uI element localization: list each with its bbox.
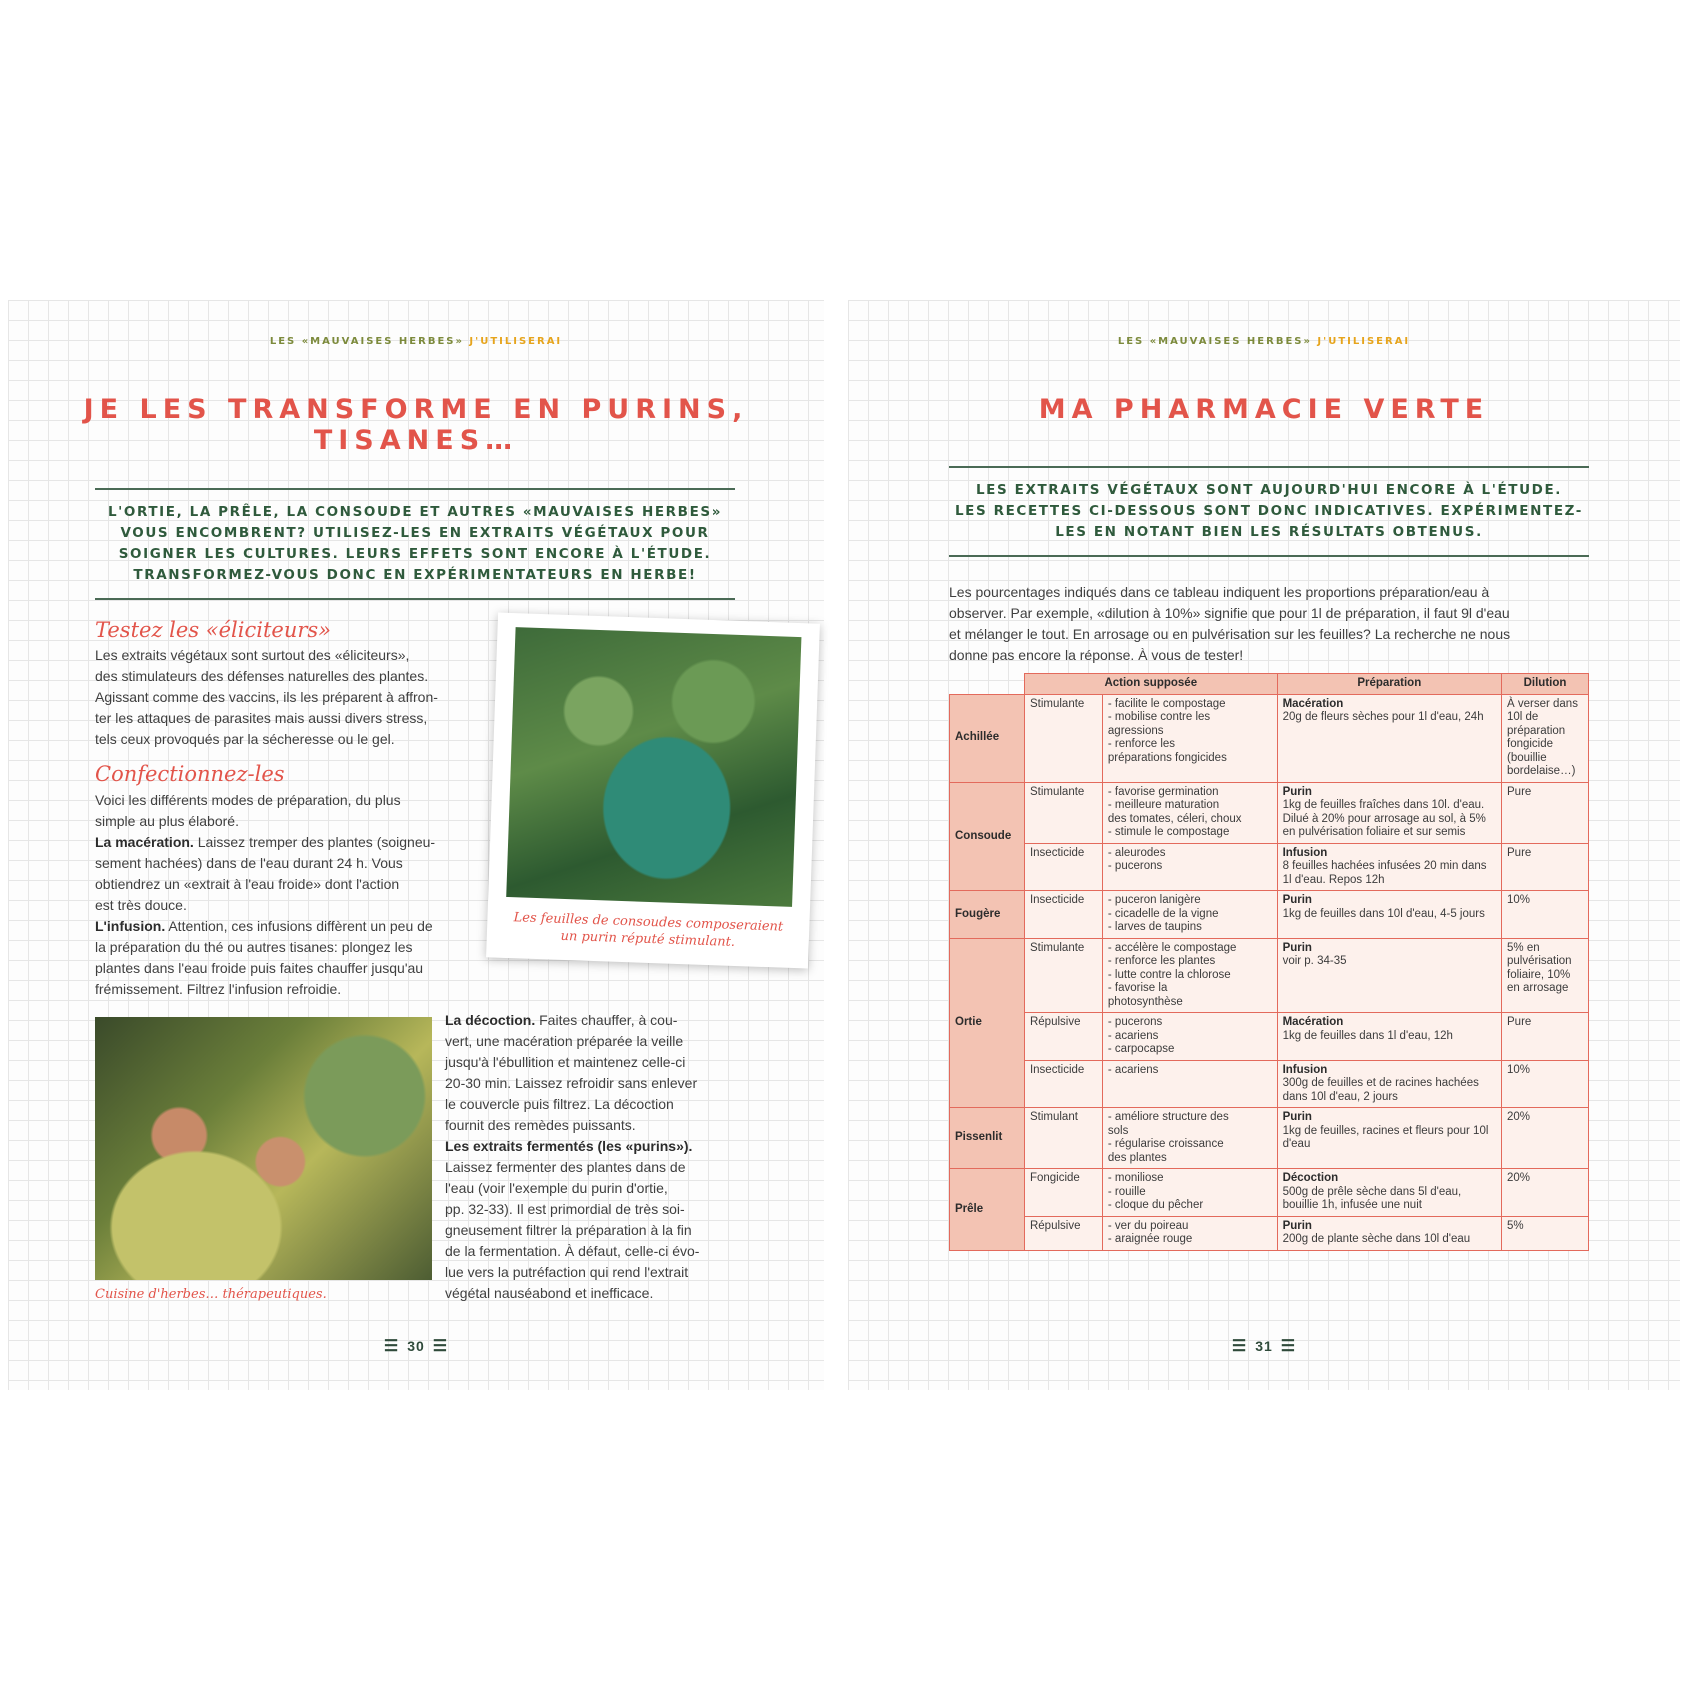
action-item: - meilleure maturation [1107, 799, 1220, 811]
table-row [950, 843, 1589, 891]
action-item: des tomates, céleri, choux [1107, 812, 1242, 825]
text-line: tels ceux provoqués par la sécheresse ou le gel. [95, 731, 395, 747]
action-item: - favorise germination [1107, 785, 1219, 798]
action-item: - pucerons [1107, 1016, 1163, 1028]
action-type-cell: Répulsive [1024, 1216, 1102, 1250]
intro-box [949, 466, 1589, 557]
dilution-cell: Pure [1502, 782, 1589, 843]
header-action: Action supposée [1024, 674, 1277, 695]
text-line: plantes dans l'eau froide puis faites chauffer jusqu'au [95, 960, 424, 976]
action-item: des plantes [1107, 1151, 1167, 1164]
infusion-label: L'infusion. [95, 918, 166, 934]
action-item: - acariens [1107, 1029, 1159, 1042]
preparation-cell [1277, 1169, 1501, 1217]
action-list-cell [1102, 1169, 1277, 1217]
dilution-cell: Pure [1502, 843, 1589, 891]
text-line: vert, une macération préparée la veille [445, 1033, 684, 1049]
running-head-part2: J'UTILISERAI [469, 336, 563, 347]
text-line: le couvercle puis filtrez. La décoction [445, 1096, 674, 1112]
preparation-cell [1277, 891, 1501, 939]
action-item: - lutte contre la chlorose [1107, 968, 1231, 981]
running-head [848, 336, 1680, 347]
action-item: - puceron lanigère [1107, 894, 1201, 906]
preparation-type: Décoction [1282, 1172, 1339, 1184]
caption-line: Les feuilles de consoudes composeraient [513, 910, 784, 935]
page-number [848, 1336, 1680, 1356]
title-line-1: JE LES TRANSFORME EN PURINS, [83, 394, 749, 425]
text-line: la préparation du thé ou autres tisanes: plongez les [95, 939, 413, 955]
preparation-type: Purin [1282, 941, 1312, 954]
text-line: Laissez tremper des plantes (soigneu- [193, 834, 436, 850]
action-item: - stimule le compostage [1107, 826, 1230, 838]
text-line: pp. 32-33). Il est primordial de très soi- [445, 1201, 685, 1217]
table-header-row [950, 674, 1589, 695]
action-list-cell [1102, 1060, 1277, 1108]
action-item: - carpocapse [1107, 1043, 1175, 1055]
photo-caption: Cuisine d'herbes… thérapeutiques. [95, 1287, 327, 1302]
table-row [950, 1216, 1589, 1250]
text-line: lue vers la putréfaction qui rend l'extrait [445, 1264, 689, 1280]
preparation-cell [1277, 782, 1501, 843]
preparation-type: Infusion [1282, 846, 1328, 859]
table-row [950, 1169, 1589, 1217]
action-item: préparations fongicides [1107, 751, 1227, 764]
menu-lines-icon: ☰ [1280, 1338, 1297, 1355]
action-list-cell [1102, 843, 1277, 891]
herb-cutting-photo [95, 1017, 432, 1280]
preparation-type: Purin [1282, 894, 1312, 906]
action-type-cell: Stimulante [1024, 694, 1102, 782]
page-number-value: 31 [1255, 1338, 1273, 1354]
text-line: ter les attaques de parasites mais aussi divers stress, [95, 710, 428, 726]
action-item: - facilite le compostage [1107, 697, 1226, 710]
preparation-cell [1277, 843, 1501, 891]
text-line: des stimulateurs des défenses naturelles des plantes. [95, 668, 429, 684]
action-type-cell: Stimulante [1024, 938, 1102, 1013]
page-number-value: 30 [407, 1338, 425, 1354]
header-preparation: Préparation [1277, 674, 1501, 695]
action-type-cell: Insecticide [1024, 1060, 1102, 1108]
menu-lines-icon: ☰ [383, 1338, 400, 1355]
action-item: - améliore structure des [1107, 1111, 1229, 1123]
text-line: de la fermentation. À défaut, celle-ci évo- [445, 1243, 700, 1259]
text-line: donne pas encore la réponse. À vous de tester! [949, 647, 1244, 663]
purins-label: Les extraits fermentés (les «purins»). [445, 1138, 693, 1154]
action-list-cell [1102, 1216, 1277, 1250]
plant-name-cell: Achillée [950, 694, 1025, 782]
page-title: MA PHARMACIE VERTE [1038, 394, 1490, 425]
action-type-cell: Stimulant [1024, 1108, 1102, 1169]
action-item: - rouille [1107, 1185, 1146, 1198]
action-type-cell: Insecticide [1024, 891, 1102, 939]
text-line: Attention, ces infusions diffèrent un peu de [165, 918, 433, 934]
preparation-cell [1277, 1013, 1501, 1061]
intro-line: TRANSFORMEZ-VOUS DONC EN EXPÉRIMENTATEURS EN HERBE! [133, 567, 697, 583]
polaroid-photo [486, 612, 820, 968]
action-item: - mobilise contre les [1107, 711, 1211, 723]
dilution-cell: À verser dans 10l de préparation fongicide (bouillie bordelaise…) [1502, 694, 1589, 782]
intro-line: LES EN NOTANT BIEN LES RÉSULTATS OBTENUS. [1055, 524, 1483, 540]
table-body [950, 694, 1589, 1250]
running-head-part1: LES «MAUVAISES HERBES» [269, 336, 464, 347]
intro-line: L'ORTIE, LA PRÊLE, LA CONSOUDE ET AUTRES «MAUVAISES HERBES» [107, 504, 723, 520]
preparation-cell [1277, 1108, 1501, 1169]
text-line: observer. Par exemple, «dilution à 10%» signifie que pour 1l de préparation, il faut 9l d'eau [949, 605, 1510, 621]
action-item: - araignée rouge [1107, 1233, 1193, 1245]
action-item: - régularise croissance [1107, 1138, 1224, 1150]
text-line: est très douce. [95, 897, 187, 913]
text-line: Agissant comme des vaccins, ils les préparent à affron- [95, 689, 438, 705]
action-list-cell [1102, 1108, 1277, 1169]
section1-title: Testez les «éliciteurs» [95, 618, 332, 642]
green-pharmacy-table [949, 673, 1589, 1251]
intro-line: SOIGNER LES CULTURES. LEURS EFFETS SONT ENCORE À L'ÉTUDE. [118, 546, 712, 562]
left-page [8, 300, 824, 1390]
action-item: - larves de taupins [1107, 921, 1202, 933]
action-type-cell: Répulsive [1024, 1013, 1102, 1061]
action-list-cell [1102, 891, 1277, 939]
dilution-cell: 20% [1502, 1169, 1589, 1217]
section1-text [95, 645, 473, 750]
text-line: Les extraits végétaux sont surtout des «éliciteurs», [95, 647, 410, 663]
text-line: 20-30 min. Laissez refroidir sans enlever [445, 1075, 698, 1091]
text-line: jusqu'à l'ébullition et maintenez celle-ci [445, 1054, 686, 1070]
preparation-text: voir p. 34-35 [1282, 955, 1347, 967]
preparation-cell [1277, 1060, 1501, 1108]
text-line: Voici les différents modes de préparation, du plus [95, 792, 401, 808]
intro-line: LES EXTRAITS VÉGÉTAUX SONT AUJOURD'HUI ENCORE À L'ÉTUDE. [975, 482, 1563, 498]
text-line: obtiendrez un «extrait à l'eau froide» dont l'action [95, 876, 400, 892]
page-title [8, 394, 824, 456]
header-dilution: Dilution [1502, 674, 1589, 695]
dilution-cell: 5% [1502, 1216, 1589, 1250]
action-item: - favorise la [1107, 982, 1168, 994]
preparation-cell [1277, 938, 1501, 1013]
running-head-part1: LES «MAUVAISES HERBES» [1117, 336, 1312, 347]
text-line: frémissement. Filtrez l'infusion refroidie. [95, 981, 342, 997]
action-item: - ver du poireau [1107, 1219, 1189, 1232]
intro-line: LES RECETTES CI-DESSOUS SONT DONC INDICATIVES. EXPÉRIMENTEZ- [954, 503, 1584, 519]
dilution-cell: 20% [1502, 1108, 1589, 1169]
action-item: - aleurodes [1107, 846, 1166, 859]
table-row [950, 782, 1589, 843]
table-row [950, 1108, 1589, 1169]
action-item: - acariens [1107, 1063, 1159, 1076]
section2-text-continued [445, 1010, 735, 1304]
preparation-type: Macération [1282, 697, 1344, 710]
action-list-cell [1102, 782, 1277, 843]
preparation-cell [1277, 1216, 1501, 1250]
table-row [950, 891, 1589, 939]
maceration-label: La macération. [95, 834, 194, 850]
table-intro-text [949, 582, 1589, 666]
preparation-text: 300g de feuilles et de racines hachées dans 10l d'eau, 2 jours [1282, 1077, 1479, 1103]
menu-lines-icon: ☰ [1231, 1338, 1248, 1355]
dilution-cell: 5% en pulvérisation foliaire, 10% en arrosage [1502, 938, 1589, 1013]
plant-name-cell: Pissenlit [950, 1108, 1025, 1169]
preparation-text: 200g de plante sèche dans 10l d'eau [1282, 1233, 1471, 1245]
right-page [848, 300, 1680, 1390]
intro-line: VOUS ENCOMBRENT? UTILISEZ-LES EN EXTRAITS VÉGÉTAUX POUR [120, 525, 710, 541]
action-item: - cloque du pêcher [1107, 1199, 1204, 1211]
action-type-cell: Stimulante [1024, 782, 1102, 843]
preparation-type: Purin [1282, 1219, 1312, 1232]
preparation-type: Purin [1282, 785, 1312, 798]
section2-text [95, 790, 473, 1000]
section2-title: Confectionnez-les [95, 762, 285, 786]
dilution-cell: 10% [1502, 1060, 1589, 1108]
action-type-cell: Insecticide [1024, 843, 1102, 891]
plant-name-cell: Fougère [950, 891, 1025, 939]
action-item: - moniliose [1107, 1172, 1164, 1184]
page-number [8, 1336, 824, 1356]
text-line: sement hachées) dans de l'eau durant 24 h. Vous [95, 855, 403, 871]
preparation-cell [1277, 694, 1501, 782]
action-list-cell [1102, 1013, 1277, 1061]
intro-box [95, 488, 735, 600]
preparation-type: Purin [1282, 1111, 1312, 1123]
caption-line: un purin réputé stimulant. [560, 928, 736, 950]
text-line: fournit des remèdes puissants. [445, 1117, 636, 1133]
text-line: simple au plus élaboré. [95, 813, 239, 829]
preparation-text: 8 feuilles hachées infusées 20 min dans 1l d'eau. Repos 12h [1282, 860, 1487, 886]
preparation-type: Infusion [1282, 1063, 1328, 1076]
action-item: sols [1107, 1124, 1129, 1137]
text-line: gneusement filtrer la préparation à la fin [445, 1222, 692, 1238]
plant-name-cell: Consoude [950, 782, 1025, 891]
preparation-text: 20g de fleurs sèches pour 1l d'eau, 24h [1282, 711, 1484, 723]
action-item: - renforce les plantes [1107, 955, 1216, 967]
preparation-text: 1kg de feuilles, racines et fleurs pour 10l d'eau [1282, 1124, 1489, 1150]
action-list-cell [1102, 694, 1277, 782]
action-item: photosynthèse [1107, 995, 1183, 1008]
table-row [950, 694, 1589, 782]
text-line: Faites chauffer, à cou- [535, 1012, 678, 1028]
menu-lines-icon: ☰ [432, 1338, 449, 1355]
plant-name-cell: Prêle [950, 1169, 1025, 1251]
comfrey-bucket-photo [506, 627, 801, 907]
action-item: agressions [1107, 724, 1164, 737]
polaroid-caption [487, 908, 810, 953]
text-line: et mélanger le tout. En arrosage ou en pulvérisation sur les feuilles? La recherche ne nous [949, 626, 1511, 642]
table-row [950, 1013, 1589, 1061]
text-line: Les pourcentages indiqués dans ce tableau indiquent les proportions préparation/eau à [949, 584, 1490, 600]
table-corner [950, 674, 1025, 695]
table-row [950, 938, 1589, 1013]
preparation-text: 1kg de feuilles dans 1l d'eau, 12h [1282, 1029, 1453, 1042]
preparation-text: 1kg de feuilles dans 10l d'eau, 4-5 jours [1282, 907, 1485, 920]
running-head [8, 336, 824, 347]
action-item: - pucerons [1107, 860, 1163, 872]
action-item: - accélère le compostage [1107, 941, 1237, 954]
decoction-label: La décoction. [445, 1012, 536, 1028]
running-head-part2: J'UTILISERAI [1317, 336, 1411, 347]
preparation-text: 1kg de feuilles fraîches dans 10l. d'eau. Dilué à 20% pour arrosage au sol, à 5% en pulvérisation foliaire et sur semis [1282, 799, 1486, 838]
preparation-type: Macération [1282, 1016, 1344, 1028]
dilution-cell: 10% [1502, 891, 1589, 939]
text-line: Laissez fermenter des plantes dans de [445, 1159, 686, 1175]
preparation-text: 500g de prêle sèche dans 5l d'eau, bouillie 1h, infusée une nuit [1282, 1185, 1462, 1211]
plant-name-cell: Ortie [950, 938, 1025, 1108]
text-line: l'eau (voir l'exemple du purin d'ortie, [445, 1180, 668, 1196]
dilution-cell: Pure [1502, 1013, 1589, 1061]
action-list-cell [1102, 938, 1277, 1013]
table-row [950, 1060, 1589, 1108]
action-item: - renforce les [1107, 738, 1176, 750]
action-type-cell: Fongicide [1024, 1169, 1102, 1217]
title-line-2: TISANES… [313, 425, 519, 456]
text-line: végétal nauséabond et inefficace. [445, 1285, 654, 1301]
action-item: - cicadelle de la vigne [1107, 907, 1219, 920]
